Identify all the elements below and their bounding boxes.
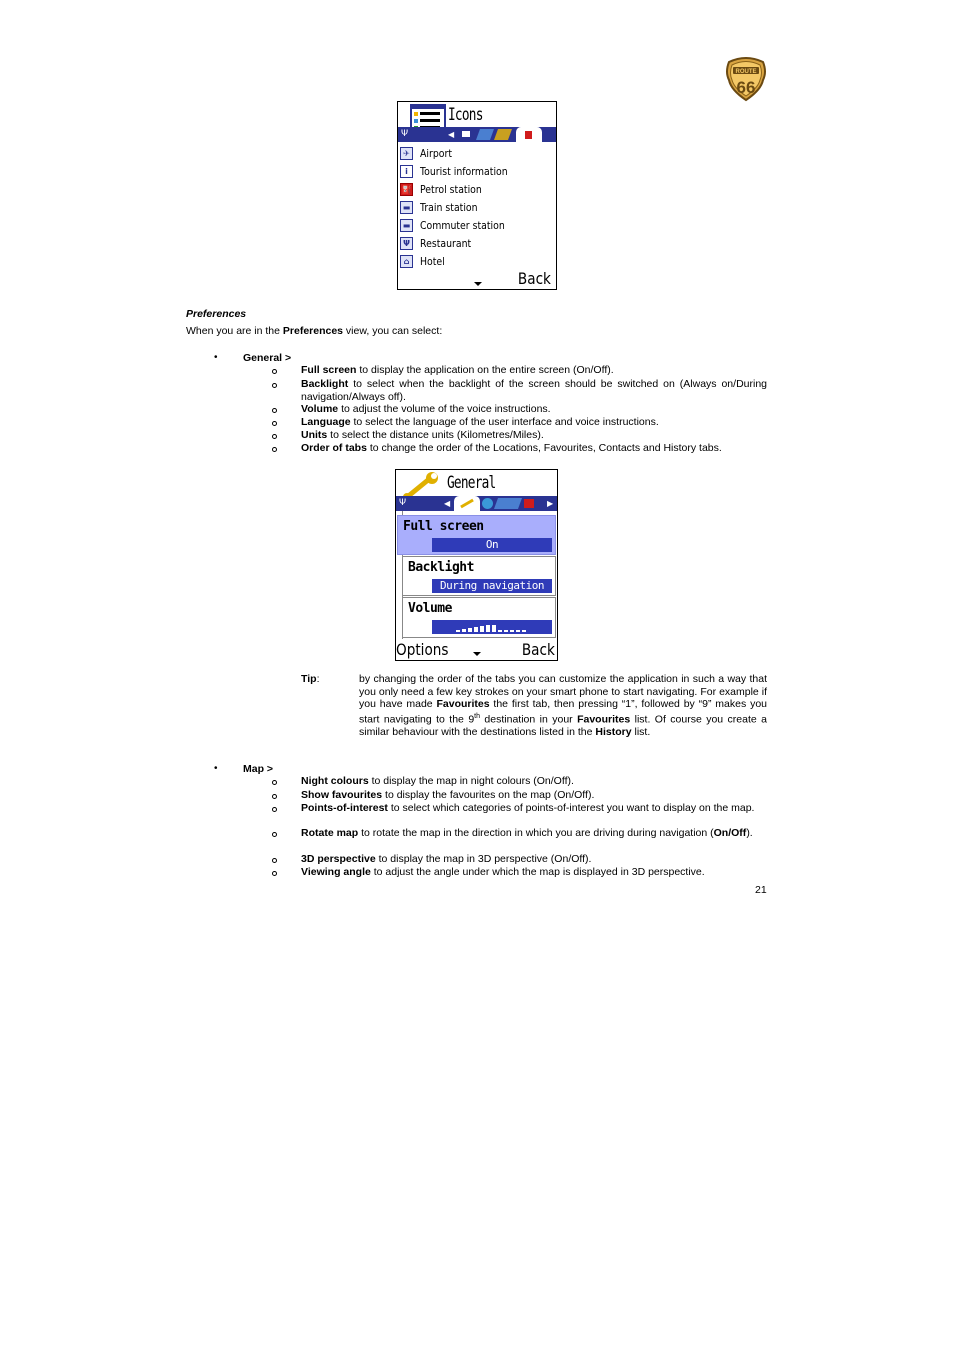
item-label: Train station [420, 200, 478, 214]
list-item[interactable] [400, 144, 550, 162]
volume-bar [474, 627, 478, 632]
tip-sup: th [474, 712, 481, 720]
map-label: Map > [243, 763, 274, 775]
map-item [301, 775, 574, 788]
volume-bar [516, 630, 520, 632]
intro-post: view, you can select: [343, 325, 443, 337]
volume-level-bars [432, 620, 552, 634]
tip-b1: Favourites [436, 698, 490, 711]
item-label: Tourist information [420, 164, 508, 178]
item-bold: Points-of-interest [301, 802, 388, 814]
item-label: Hotel [420, 254, 445, 268]
setting-full-screen[interactable] [397, 515, 556, 555]
map-item [301, 802, 767, 815]
setting-value: On [432, 538, 552, 552]
hotel-icon: ⌂ [400, 255, 413, 268]
icons-screenshot [397, 101, 557, 290]
intro-text [186, 325, 442, 338]
sub-bullet [272, 383, 277, 388]
svg-text:66: 66 [736, 78, 756, 97]
list-item[interactable] [400, 234, 550, 252]
general-item [301, 403, 551, 416]
volume-bar [462, 629, 466, 632]
item-bold: Show favourites [301, 789, 383, 801]
list-item[interactable] [400, 162, 550, 180]
map-item [301, 866, 705, 879]
commuter-icon: ▬ [400, 219, 413, 232]
list-item[interactable] [400, 252, 550, 270]
item-text: to display the map in 3D perspective (On/Off). [375, 853, 592, 865]
tip-t2: the first tab, then pressing “1”, followed by “9” makes you start navigating to the 9 [359, 698, 767, 726]
item-bold: Order of tabs [301, 442, 367, 454]
tab-right-arrow-icon[interactable]: ▶ [547, 499, 554, 508]
volume-bar [510, 630, 514, 632]
petrol-icon: ⛽ [401, 184, 412, 194]
volume-bar [498, 630, 502, 632]
general-item [301, 442, 722, 455]
sub-bullet [272, 871, 277, 876]
list-item[interactable] [400, 198, 550, 216]
item-text: to adjust the volume of the voice instructions. [338, 403, 551, 415]
options-softkey[interactable]: Options [396, 640, 449, 659]
setting-label: Full screen [403, 519, 484, 534]
volume-bar [492, 625, 496, 632]
tip-b3: History [595, 725, 632, 738]
item-bold2: On/Off [713, 827, 747, 839]
tip-t5: list. [631, 725, 651, 738]
item-text: to display the application on the entire screen (On/Off). [356, 364, 614, 376]
item-text: to select when the backlight of the screen should be switched on (Always on/During navigation/Always off). [301, 378, 767, 403]
setting-backlight[interactable] [402, 556, 556, 596]
back-softkey[interactable]: Back [518, 269, 552, 288]
volume-slider[interactable] [432, 620, 552, 634]
general-item [301, 416, 659, 429]
sub-bullet [272, 780, 277, 785]
volume-bar [504, 630, 508, 632]
info-icon: i [400, 165, 413, 178]
bullet-dot: • [214, 763, 218, 774]
item-text: to adjust the angle under which the map is displayed in 3D perspective. [370, 866, 705, 878]
item-bold: Language [301, 416, 351, 428]
item-label: Petrol station [420, 182, 482, 196]
item-bold: Viewing angle [301, 866, 371, 878]
tip-b2: Favourites [577, 713, 631, 726]
tab-camera-icon[interactable] [462, 131, 470, 137]
tab-general-active[interactable] [454, 496, 480, 511]
tip-label-bold: Tip [301, 673, 317, 685]
map-item [301, 853, 591, 866]
item-bold: Night colours [301, 775, 369, 787]
setting-value: During navigation [432, 579, 552, 593]
tip-t1: by changing the order of the tabs you can customize the application in such a way that you only need a few key strokes on your smart phone to start navigating. For example if you have made [359, 673, 767, 711]
item-text: to select the language of the user interface and voice instructions. [350, 416, 659, 428]
general-item [301, 364, 614, 377]
tab-petrol-icon[interactable] [524, 499, 534, 508]
tab-left-arrow-icon[interactable]: ◀ [444, 499, 451, 508]
item-bold: Units [301, 429, 328, 441]
page-number: 21 [755, 884, 767, 896]
volume-bar [468, 628, 472, 632]
item-text: to select the distance units (Kilometres/Miles). [327, 429, 544, 441]
item-label: Airport [420, 146, 453, 160]
sub-bullet [272, 858, 277, 863]
train-icon: ▬ [400, 201, 413, 214]
tab-route-icon[interactable] [476, 129, 494, 140]
wrench-tab-icon [460, 499, 474, 509]
item-bold: Rotate map [301, 827, 359, 839]
general-item [301, 429, 544, 442]
tip-t3: destination in your [480, 713, 578, 726]
setting-label: Backlight [408, 560, 474, 575]
general-item [301, 378, 767, 404]
item-bold: Volume [301, 403, 339, 415]
petrol-tab-icon [525, 131, 532, 139]
item-bold: Backlight [301, 378, 349, 390]
item-text: to rotate the map in the direction in which you are driving during navigation ( [358, 827, 714, 839]
sub-bullet [272, 832, 277, 837]
item-label: Commuter station [420, 218, 505, 232]
tab-bar [398, 127, 556, 142]
tip-text [359, 673, 767, 738]
item-text: to display the favourites on the map (On/Off). [382, 789, 595, 801]
map-item [301, 789, 594, 802]
general-screenshot [395, 469, 558, 661]
svg-text:ROUTE: ROUTE [735, 69, 757, 75]
screen-title: Icons [448, 105, 483, 125]
general-label: General > [243, 352, 292, 364]
tab-icons-active[interactable] [516, 127, 542, 142]
sub-bullet [272, 447, 277, 452]
item-text: to change the order of the Locations, Favourites, Contacts and History tabs. [366, 442, 722, 454]
back-softkey[interactable]: Back [521, 640, 555, 659]
screen-title: General [447, 473, 496, 493]
sub-bullet [272, 421, 277, 426]
sub-bullet [272, 434, 277, 439]
scroll-down-icon [474, 282, 482, 286]
tab-settings-icon[interactable] [494, 129, 512, 140]
volume-bar [456, 630, 460, 632]
list-item[interactable] [400, 216, 550, 234]
tab-bar [396, 496, 557, 511]
intro-bold: Preferences [282, 325, 344, 337]
item-bold: 3D perspective [301, 853, 376, 865]
sub-bullet [272, 408, 277, 413]
airport-icon: ✈ [400, 147, 413, 160]
restaurant-icon: Ψ [400, 237, 413, 250]
tip-colon: : [316, 673, 320, 685]
scroll-down-icon [473, 652, 481, 656]
tip-label [301, 673, 319, 686]
bullet-dot: • [214, 352, 218, 363]
sub-bullet [272, 794, 277, 799]
route66-logo [723, 56, 769, 102]
section-heading: Preferences [186, 308, 247, 320]
signal-icon: Ψ [401, 129, 409, 139]
item-text2: ). [746, 827, 753, 839]
list-item[interactable] [400, 180, 550, 198]
volume-bar [480, 626, 484, 632]
item-text: to display the map in night colours (On/Off). [368, 775, 574, 787]
setting-volume[interactable] [402, 597, 556, 638]
volume-bar [522, 630, 526, 632]
tab-left-arrow-icon[interactable]: ◀ [448, 130, 455, 139]
sub-bullet [272, 369, 277, 374]
tip-t4: list. Of course you create a similar behaviour with the destinations listed in the [359, 713, 767, 738]
tab-globe-icon[interactable] [482, 498, 493, 509]
signal-icon: Ψ [399, 498, 407, 508]
map-item [301, 827, 767, 840]
item-bold: Full screen [301, 364, 357, 376]
sub-bullet [272, 807, 277, 812]
setting-label: Volume [408, 601, 452, 616]
intro-pre: When you are in the [186, 325, 283, 337]
volume-bar [486, 625, 490, 632]
item-label: Restaurant [420, 236, 472, 250]
item-text: to select which categories of points-of-interest you want to display on the map. [387, 802, 755, 814]
tab-route-icon[interactable] [494, 498, 522, 509]
